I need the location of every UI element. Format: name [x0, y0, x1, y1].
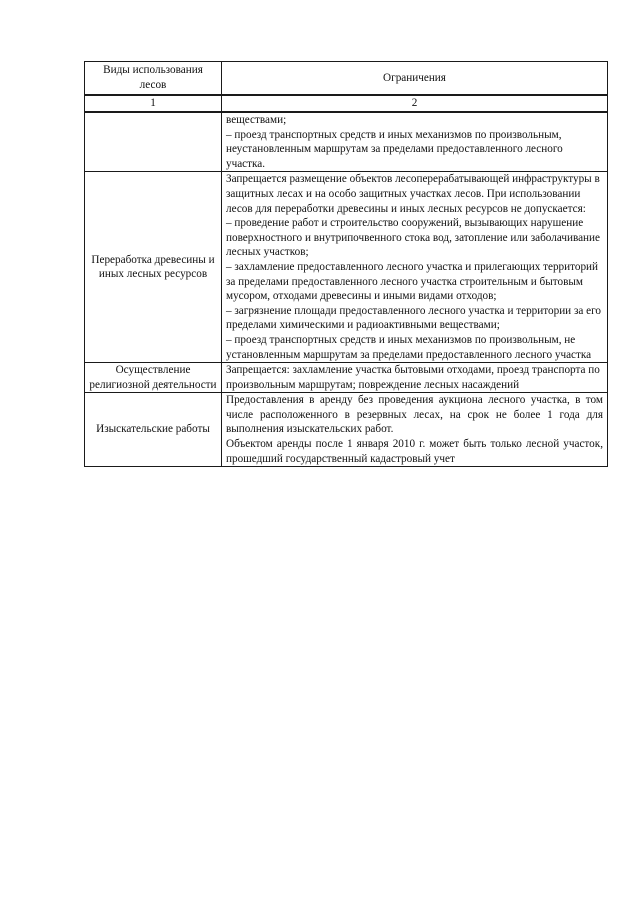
forest-use-type-cell [85, 112, 222, 172]
restriction-line: Запрещается: захламление участка бытовыми отходами, проезд транспорта по произвольным маршрутам; повреждение лесных насаждений [226, 364, 600, 391]
forest-use-type-cell: Изыскательские работы [85, 393, 222, 467]
restriction-line: – проведение работ и строительство сооружений, вызывающих нарушение поверхностного и внутрипочвенного стока вод, затопление или заболачивание лесных участков; [226, 217, 600, 259]
header-forest-use-types: Виды использования лесов [85, 62, 222, 96]
table-row [85, 393, 608, 467]
table-header-row [85, 62, 608, 96]
restrictions-table [84, 61, 608, 467]
forest-use-type-cell: Осуществление религиозной деятельности [85, 363, 222, 393]
table-row [85, 172, 608, 363]
restrictions-cell [222, 363, 608, 393]
restrictions-cell [222, 112, 608, 172]
restrictions-cell [222, 172, 608, 363]
forest-use-type-cell: Переработка древесины и иных лесных ресурсов [85, 172, 222, 363]
table-row [85, 363, 608, 393]
restriction-line: – проезд транспортных средств и иных механизмов по произвольным, неустановленным маршрутам за пределами предоставленного лесного участка. [226, 128, 563, 170]
table-row [85, 112, 608, 172]
column-number-row [85, 95, 608, 112]
restriction-line: – загрязнение площади предоставленного лесного участка и территории за его пределами химическими и радиоактивными веществами; [226, 304, 602, 332]
column-number-2: 2 [222, 95, 608, 112]
header-restrictions: Ограничения [222, 62, 608, 96]
restriction-line: Предоставления в аренду без проведения аукциона лесного участка, в том числе расположенного в резервных лесах, на срок не более 1 года для выполнения изыскательских работ. [226, 394, 603, 436]
restriction-line: – проезд транспортных средств и иных механизмов по произвольным, не установленным маршрутам за пределами предоставленного лесного участка [226, 333, 592, 361]
restriction-line: веществами; [226, 114, 287, 126]
restrictions-cell [222, 393, 608, 467]
restriction-line: Объектом аренды после 1 января 2010 г. может быть только лесной участок, прошедший государственный кадастровый учет [226, 438, 603, 465]
restriction-line: Запрещается размещение объектов лесоперерабатывающей инфраструктуры в защитных лесах и на особо защитных участках лесов. При использовании лесов для переработки древесины и иных лесных ресурсов не допускается: [226, 173, 600, 215]
column-number-1: 1 [85, 95, 222, 112]
restriction-line: – захламление предоставленного лесного участка и прилегающих территорий за пределами предоставленного лесного участка строительным и бытовым мусором, отходами древесины и иными видами отходов; [226, 260, 599, 303]
